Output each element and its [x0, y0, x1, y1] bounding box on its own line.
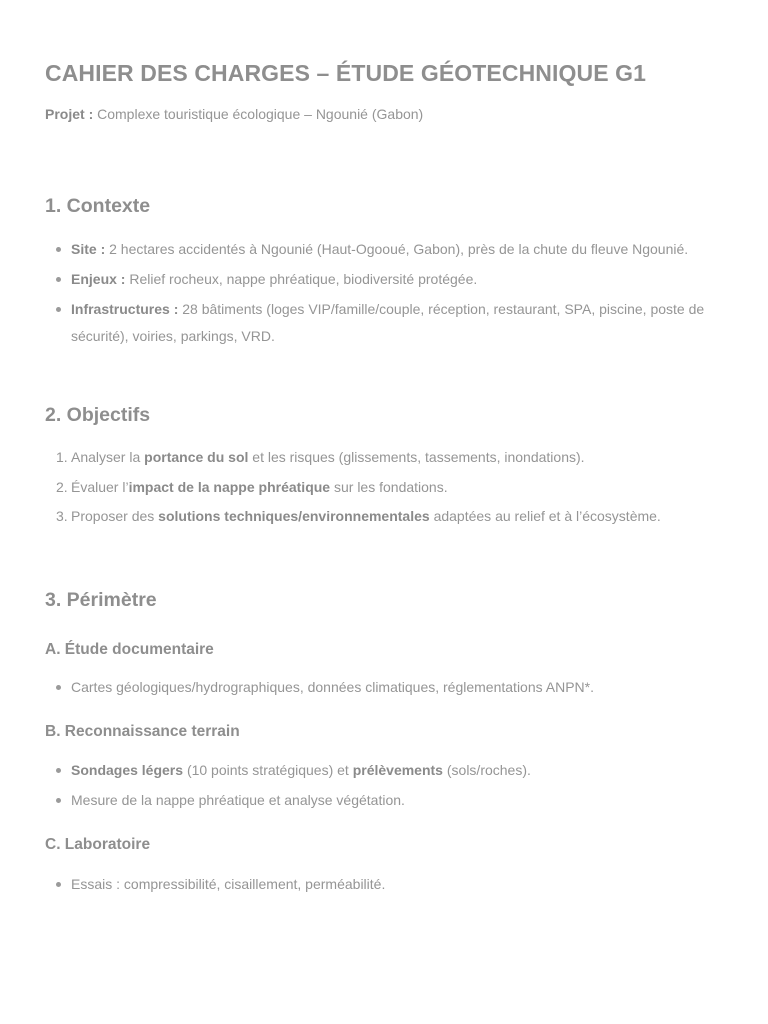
bullet-icon [56, 277, 61, 282]
project-value: Complexe touristique écologique – Ngounié (Gabon) [97, 106, 424, 122]
item-number: 2. [56, 478, 68, 495]
laboratoire-list [45, 871, 728, 898]
section-heading-contexte: 1. Contexte [45, 195, 151, 217]
item-text: Essais : compressibilité, cisaillement, perméabilité. [71, 875, 386, 892]
list-item [45, 674, 728, 701]
item-text: Relief rocheux, nappe phréatique, biodiversité protégée. [129, 271, 478, 287]
project-line [45, 104, 728, 124]
item-text: Évaluer l’ [71, 478, 129, 495]
item-emphasis: prélèvements [352, 762, 443, 778]
contexte-list [45, 236, 728, 349]
project-label: Projet : [45, 106, 94, 122]
list-item [45, 474, 728, 501]
list-item [45, 296, 728, 349]
etude-documentaire-list [45, 674, 728, 701]
item-text: Mesure de la nappe phréatique et analyse végétation. [71, 792, 405, 808]
item-text: (10 points stratégiques) et [186, 762, 349, 778]
item-emphasis: portance du sol [144, 449, 249, 465]
list-item [45, 757, 728, 784]
item-text: Cartes géologiques/hydrographiques, données climatiques, réglementations ANPN*. [71, 678, 594, 695]
bullet-icon [56, 798, 61, 803]
list-item [45, 266, 728, 293]
item-number: 1. [56, 449, 68, 465]
bullet-icon [56, 247, 61, 252]
item-text: adaptées au relief et à l’écosystème. [433, 508, 661, 524]
bullet-icon [56, 307, 61, 312]
item-text: Analyser la [71, 449, 141, 465]
subsection-heading-laboratoire: C. Laboratoire [45, 835, 151, 853]
item-text: 28 bâtiments (loges VIP/famille/couple, réception, restaurant, SPA, piscine, poste de sécurité), voiries, parkings, VRD. [71, 301, 705, 344]
item-emphasis: impact de la nappe phréatique [128, 478, 331, 495]
item-number: 3. [56, 508, 68, 524]
list-item [45, 236, 728, 263]
section-heading-objectifs: 2. Objectifs [45, 404, 151, 426]
item-emphasis: solutions techniques/environnementales [158, 508, 430, 524]
item-label: Site : [71, 241, 106, 257]
list-item [45, 444, 728, 471]
document-title: CAHIER DES CHARGES – ÉTUDE GÉOTECHNIQUE G1 [45, 60, 647, 86]
subsection-heading-etude-documentaire: A. Étude documentaire [45, 640, 214, 658]
objectifs-list [45, 444, 728, 530]
bullet-icon [56, 685, 61, 690]
item-text: 2 hectares accidentés à Ngounié (Haut-Ogooué, Gabon), près de la chute du fleuve Ngounié. [109, 241, 689, 257]
item-text: et les risques (glissements, tassements, inondations). [252, 449, 585, 465]
section-heading-perimetre: 3. Périmètre [45, 588, 157, 611]
item-text: (sols/roches). [446, 762, 531, 778]
bullet-icon [56, 768, 61, 773]
list-item [45, 787, 728, 814]
item-text: sur les fondations. [333, 478, 448, 495]
reconnaissance-list [45, 757, 728, 814]
item-emphasis: Sondages légers [71, 762, 184, 778]
list-item [45, 871, 728, 898]
item-label: Enjeux : [71, 271, 126, 287]
subsection-heading-reconnaissance-terrain: B. Reconnaissance terrain [45, 723, 240, 740]
list-item [45, 503, 728, 530]
item-label: Infrastructures : [71, 301, 179, 317]
item-text: Proposer des [71, 508, 155, 524]
bullet-icon [56, 882, 61, 887]
